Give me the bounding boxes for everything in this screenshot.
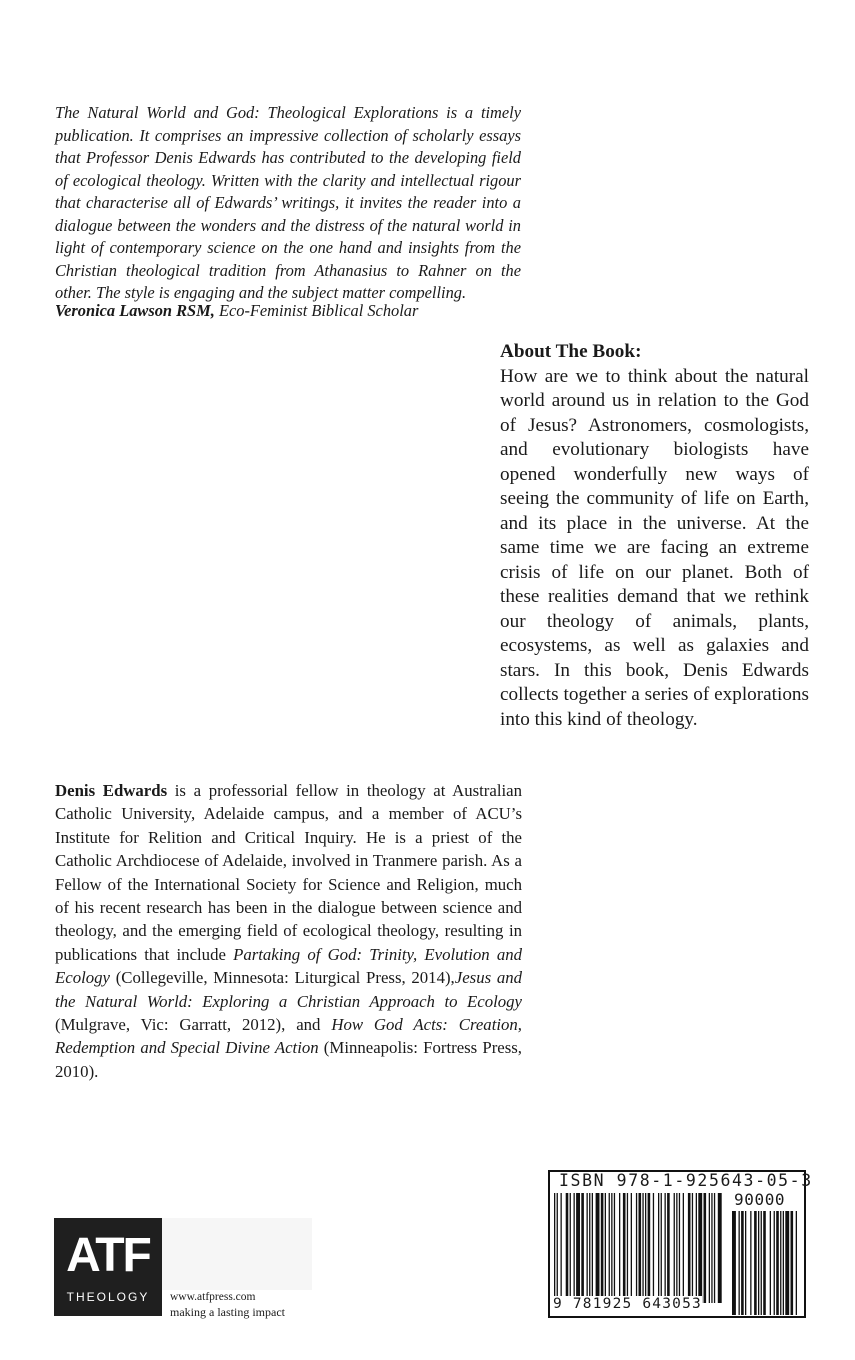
barcode-bar	[642, 1193, 643, 1303]
barcode-bar	[661, 1193, 662, 1303]
barcode-bar	[645, 1193, 646, 1303]
addon-bar	[791, 1211, 794, 1315]
bio-book-1: Partaking of God: Trinity, Evolution and Ecology	[55, 944, 522, 988]
addon-bar	[770, 1211, 771, 1315]
bio-author-name: Denis Edwards	[55, 781, 168, 800]
ean-digits: 9 781925 643053	[553, 1296, 702, 1312]
barcode-bar	[696, 1193, 697, 1303]
addon-bar	[780, 1211, 781, 1315]
publisher-tagline: making a lasting impact	[170, 1305, 285, 1319]
addon-bar	[774, 1211, 775, 1315]
bio-text-3: (Mulgrave, Vic: Garratt, 2012), and	[55, 1015, 332, 1035]
addon-bar	[761, 1211, 762, 1315]
barcode-bar	[619, 1193, 620, 1303]
bio-text-1: is a professorial fellow in theology at Australian Catholic University, Adelaide campus, and a member of ACU’s Institute for Relition and Critical Inquiry. He is a priest of the Catholic Archdiocese of Adelaide, involved in Tranmere parish. As a Fellow of the International Society for Science and Religion, much of his recent research has been in the dialogue between science and theology, and the emerging field of ecological theology, resulting in publications that include	[55, 781, 522, 964]
about-text: How are we to think about the natural world around us in relation to the God of Jesus? Astronomers, cosmologists, and evolutionary biologists have opened wonderfully new ways of seeing the community of life on Earth, and its place in the universe. At the same time we are facing an extreme crisis of life on our planet. Both of these realities demand that we rethink our theology of animals, plants, ecosystems, as well as galaxies and stars. In this book, Denis Edwards collects together a series of explorations into this kind of theology.	[500, 365, 809, 730]
about-section	[500, 340, 809, 732]
barcode-bar	[683, 1193, 684, 1303]
barcode-bar	[566, 1193, 569, 1303]
addon-bar	[745, 1211, 746, 1315]
barcode-bar	[692, 1193, 693, 1303]
barcode-bar	[679, 1193, 680, 1303]
isbn-label: ISBN 978-1-925643-05-3	[559, 1171, 813, 1190]
bio-text-2: (Collegeville, Minnesota: Liturgical Press, 2014),	[109, 968, 455, 988]
publisher-logo	[54, 1218, 162, 1316]
barcode-bar	[653, 1193, 654, 1303]
review-blurb: The Natural World and God: Theological Explorations is a timely publication. It comprises an impressive collection of scholarly essays that Professor Denis Edwards has contributed to the developing field of ecological theology. Written with the clarity and intellectual rigour that characterise all of Edwards’ writings, it invites the reader into a dialogue between the wonders and the distress of the natural world in light of contemporary science on the one hand and insights from the Christian theological tradition from Athanasius to Rahner on the other. The style is engaging and the subject matter compelling.	[55, 103, 521, 302]
reviewer-name: Veronica Lawson RSM,	[55, 301, 215, 320]
bio-book-2: Jesus and the Natural World: Exploring a Christian Approach to Ecology	[55, 968, 523, 1011]
review-attribution	[55, 300, 535, 322]
barcode-bar	[627, 1193, 628, 1303]
barcode-bar	[554, 1193, 555, 1303]
logo-shade	[162, 1218, 312, 1290]
barcode-bar	[711, 1193, 712, 1303]
barcode-bar	[667, 1193, 670, 1303]
barcode-bar	[596, 1193, 600, 1303]
barcode-bar	[688, 1193, 691, 1303]
barcode-bar	[570, 1193, 571, 1303]
barcode-bar	[636, 1193, 637, 1303]
publisher-url[interactable]: www.atfpress.com	[170, 1291, 256, 1303]
barcode-bar	[587, 1193, 588, 1303]
barcode-bar	[576, 1193, 580, 1303]
barcode-bar	[623, 1193, 626, 1303]
addon-bar	[763, 1211, 766, 1315]
barcode-bar	[648, 1193, 651, 1303]
logo-subtitle: THEOLOGY	[66, 1290, 150, 1304]
barcode-bar	[609, 1193, 610, 1303]
price-code: 90000	[734, 1190, 786, 1209]
logo-mark: ATF	[66, 1229, 150, 1282]
barcode-bar	[676, 1193, 677, 1303]
barcode-bar	[658, 1193, 659, 1303]
barcode-bar	[614, 1193, 615, 1303]
addon-bar	[785, 1211, 789, 1315]
barcode-bar	[665, 1193, 666, 1303]
barcode-bar	[589, 1193, 590, 1303]
barcode-bar	[605, 1193, 606, 1303]
barcode-bar	[631, 1193, 632, 1303]
author-bio	[55, 779, 522, 1083]
bio-book-3: How God Acts: Creation, Redemption and Special Divine Action	[55, 1015, 523, 1058]
barcode-bar	[709, 1193, 710, 1303]
barcode-bar	[592, 1193, 593, 1303]
barcode-bar	[574, 1193, 575, 1303]
barcode-bar	[581, 1193, 584, 1303]
barcode-bar	[639, 1193, 642, 1303]
about-heading: About The Book:	[500, 341, 642, 362]
barcode-bar	[718, 1193, 722, 1303]
addon-bar	[741, 1211, 744, 1315]
barcode-bar	[714, 1193, 715, 1303]
barcode-bar	[601, 1193, 604, 1303]
barcode-bar	[674, 1193, 675, 1303]
reviewer-role: Eco-Feminist Biblical Scholar	[214, 301, 419, 320]
addon-bar	[739, 1211, 740, 1315]
barcode-bar	[557, 1193, 558, 1303]
barcode-bar	[561, 1193, 562, 1303]
addon-bar	[783, 1211, 784, 1315]
addon-bar	[796, 1211, 797, 1315]
bio-text-4: (Minneapolis: Fortress Press, 2010).	[55, 1038, 522, 1081]
barcode-bar	[704, 1193, 707, 1303]
addon-bar	[750, 1211, 751, 1315]
addon-bar	[732, 1211, 736, 1315]
barcode-bar	[611, 1193, 612, 1303]
addon-bar	[758, 1211, 759, 1315]
addon-bar	[754, 1211, 757, 1315]
addon-bar	[776, 1211, 779, 1315]
barcode-bar	[698, 1193, 702, 1303]
